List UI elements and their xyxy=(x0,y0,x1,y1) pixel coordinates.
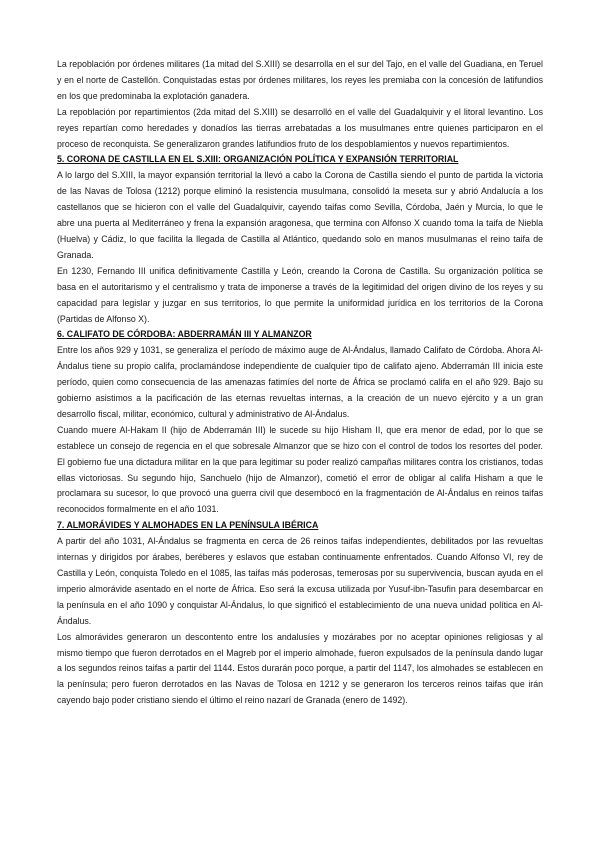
paragraph-expansion-castilla: A lo largo del S.XIII, la mayor expansión territorial la llevó a cabo la Corona de Castilla siendo el punto de partida la victoria de las Navas de Tolosa (1212) porque eliminó la resistencia musulmana, consolidó la meseta sur y abrió Andalucía a los castellanos que se hicieron con el valle del Guadalquivir, cayendo taifas como Sevilla, Córdoba, Jaén y Murcia, lo que le abre una puerta al Mediterráneo y frena la expansión aragonesa, que termina con Alfonso X cuando toma la taifa de Niebla (Huelva) y Cádiz, lo que facilita la llegada de Castilla al Atlántico, quedando solo en manos musulmanas el reino taifa de Granada. xyxy=(57,170,543,260)
section-heading-7: 7. ALMORÁVIDES Y ALMOHADES EN LA PENÍNSULA IBÉRICA xyxy=(57,520,319,531)
paragraph-repartimientos: La repoblación por repartimientos (2da mitad del S.XIII) se desarrolló en el valle del Guadalquivir y el litoral levantino. Los reyes repartían como heredades y donadíos las tierras arrebatadas a los musulmanes entre quienes participaron en el proceso de reconquista. Se generalizaron grandes latifundios fruto de los despoblamientos y nuevos repartimientos. xyxy=(57,106,543,149)
paragraph-almanzor: Cuando muere Al-Hakam II (hijo de Abderramán III) le sucede su hijo Hisham II, que era menor de edad, por lo que se establece un consejo de regencia en el que sobresale Almanzor que se hizo con el control de todos los resortes del poder. El gobierno fue una dictadura militar en la que para legitimar su poder realizó campañas militares contra los cristianos, todas ellas victoriosas. Su segundo hijo, Sanchuelo (hijo de Almanzor), cometió el error de obligar al califa Hisham a que le proclamara su sucesor, lo que provocó una guerra civil que desembocó en la fragmentación de Al-Ándalus en reinos taifas reconocidos formalmente en el año 1031. xyxy=(57,424,543,515)
section-heading-5: 5. CORONA DE CASTILLA EN EL S.XIII: ORGANIZACIÓN POLÍTICA Y EXPANSIÓN TERRITORIAL xyxy=(57,154,459,165)
section-heading-6: 6. CALIFATO DE CÓRDOBA: ABDERRAMÁN III Y ALMANZOR xyxy=(57,329,312,340)
paragraph-almoravides: Los almorávides generaron un descontento entre los andalusíes y mozárabes por no aceptar opiniones religiosas y al mismo tiempo que fueron derrotados en el Magreb por el imperio almohade, fueron expulsados de la península dando lugar a los segundos reinos taifas a partir del 1144. Estos durarán poco porque, a partir del 1147, los almohades se establecen en la península; pero fueron derrotados en las Navas de Tolosa en 1212 y se generaron los terceros reinos taifas que irán cayendo bajo poder cristiano siendo el último el reino nazarí de Granada (enero de 1492). xyxy=(57,631,543,706)
paragraph-ordenes-militares: La repoblación por órdenes militares (1a mitad del S.XIII) se desarrolla en el sur del Tajo, en el valle del Guadiana, en Teruel y en el norte de Castellón. Conquistadas estas por órdenes militares, los reyes les premiaba con la concesión de latifundios en los que predominaba la explotación ganadera. xyxy=(57,59,543,101)
document-page xyxy=(57,57,543,709)
paragraph-fernando-iii: En 1230, Fernando III unifica definitivamente Castilla y León, creando la Corona de Castilla. Su organización política se basa en el autoritarismo y el centralismo y trata de imponerse a través de la legitimidad del origen divino de los reyes y su capacidad para legislar y juzgar en sus territorios, lo que permite la uniformidad jurídica en los territorios de la Corona (Partidas de Alfonso X). xyxy=(57,265,543,324)
paragraph-taifas: A partir del año 1031, Al-Ándalus se fragmenta en cerca de 26 reinos taifas independientes, debilitados por las revueltas internas y dirigidos por árabes, beréberes y eslavos que estaban continuamente enfrentados. Cuando Alfonso VI, rey de Castilla y León, conquista Toledo en el 1085, las taifas más poderosas, temerosas por su supervivencia, buscan ayuda en el imperio almorávide asentado en el norte de África. Eso será la excusa utilizada por Yusuf-ibn-Tasufin para desembarcar en la península en el año 1090 y conquistar Al-Ándalus, lo que significó el establecimiento de una nueva unidad política en Al-Ándalus. xyxy=(57,536,543,626)
paragraph-califato: Entre los años 929 y 1031, se generaliza el período de máximo auge de Al-Ándalus, llamado Califato de Córdoba. Ahora Al-Ándalus tiene su propio califa, proclamándose independiente de cualquier tipo de califato ajeno. Abderramán III inicia este período, quien como consecuencia de las amenazas fatimíes del norte de África se proclamó califa en el año 929. Bajo su gobierno asistimos a la pacificación de las eternas revueltas internas, a la creación de un nuevo ejército y a un gran desarrollo fiscal, militar, económico, cultural y administrativo de Al-Ándalus. xyxy=(57,345,543,419)
